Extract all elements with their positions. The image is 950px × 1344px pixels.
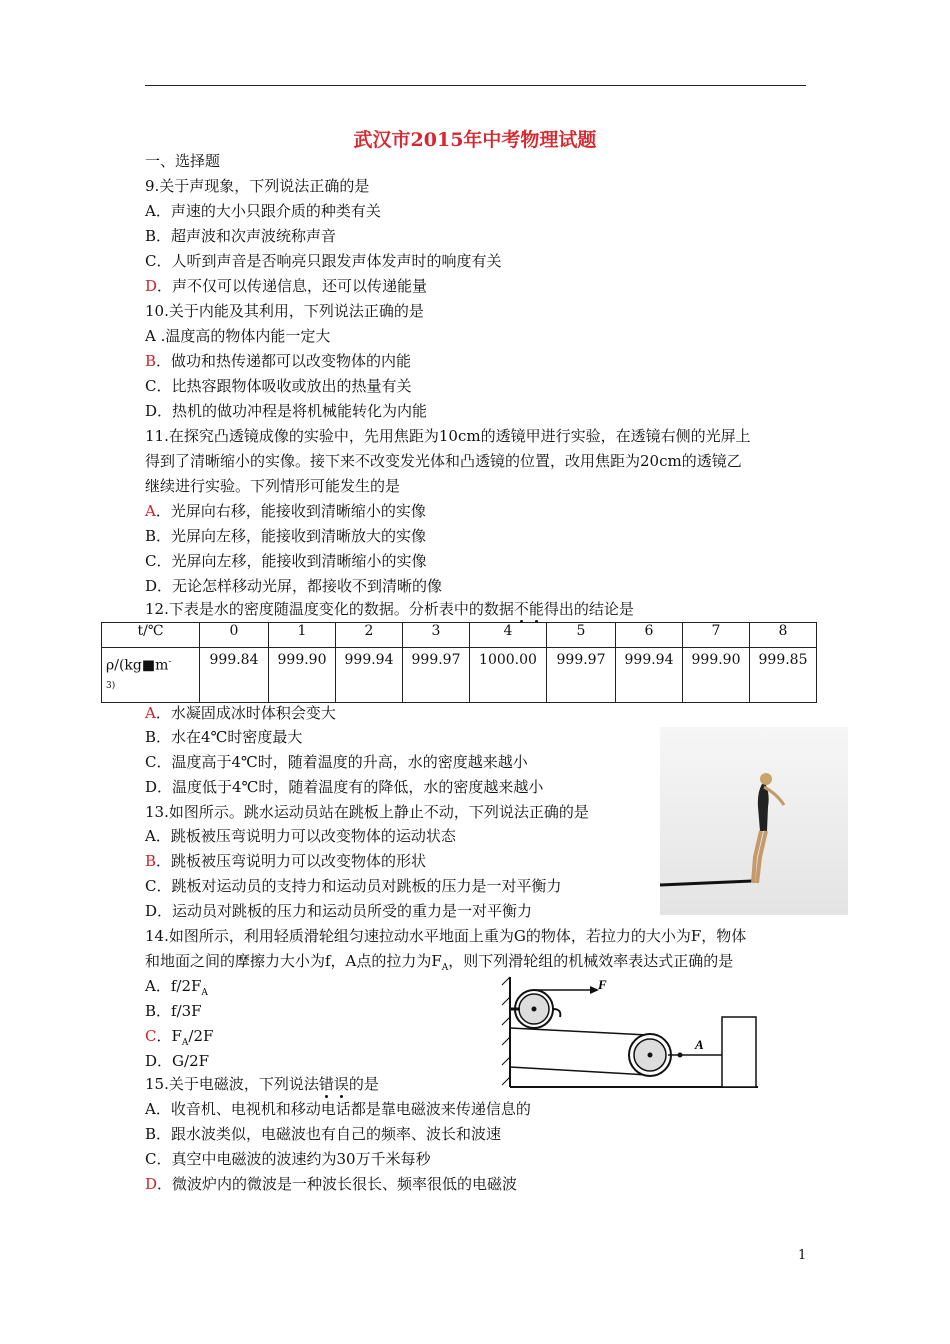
table-cell: 999.97 (403, 648, 470, 703)
q11-stem-line3: 继续进行实验。下列情形可能发生的是 (145, 477, 401, 495)
q9-option-c: C．人听到声音是否响亮只跟发声体发声时的响度有关 (145, 252, 502, 270)
q15-option-c: C．真空中电磁波的波速约为30万千米每秒 (145, 1150, 431, 1168)
q15-option-a: A．收音机、电视机和移动电话都是靠电磁波来传递信息的 (145, 1100, 531, 1118)
answer-letter: B (145, 852, 157, 870)
page-title: 武汉市2015年中考物理试题 (353, 129, 597, 151)
table-header-cell: ρ/(kg■m- $^{3)}$ (102, 648, 200, 703)
table-cell: 999.94 (336, 648, 403, 703)
table-cell: 999.94 (616, 648, 683, 703)
header-rule (145, 85, 806, 86)
answer-letter: D (145, 1175, 158, 1193)
table-row (102, 623, 817, 648)
q15-option-b: B．跟水波类似，电磁波也有自己的频率、波长和波速 (145, 1125, 502, 1143)
q10-option-c: C．比热容跟物体吸收或放出的热量有关 (145, 377, 412, 395)
answer-letter: A (145, 502, 156, 520)
table-cell: 5 (547, 623, 616, 648)
table-cell: 7 (683, 623, 750, 648)
answer-letter: D (145, 277, 158, 295)
q13-option-a: A．跳板被压弯说明力可以改变物体的运动状态 (145, 827, 456, 845)
q13-option-b: B．跳板被压弯说明力可以改变物体的形状 (145, 852, 427, 870)
q10-option-a: A .温度高的物体内能一定大 (145, 327, 331, 345)
q13-option-c: C．跳板对运动员的支持力和运动员对跳板的压力是一对平衡力 (145, 877, 562, 895)
answer-letter: A (145, 704, 156, 722)
table-cell: 4 (470, 623, 547, 648)
table-cell: 1000.00 (470, 648, 547, 703)
q9-option-a: A．声速的大小只跟介质的种类有关 (145, 202, 381, 220)
answer-letter: B (145, 352, 157, 370)
density-table (101, 622, 817, 703)
q11-option-d: D．无论怎样移动光屏，都接收不到清晰的像 (145, 577, 443, 595)
force-label-f: F (598, 977, 607, 992)
q14-option-a: A．$f/2F_A$ (145, 977, 208, 998)
table-row (102, 648, 817, 703)
q11-option-c: C．光屏向左移，能接收到清晰缩小的实像 (145, 552, 427, 570)
q14-option-c: C．$F_A/2F$ (145, 1027, 214, 1048)
q9-option-d: D．声不仅可以传递信息，还可以传递能量 (145, 277, 428, 295)
q10-option-d: D．热机的做功冲程是将机械能转化为内能 (145, 402, 428, 420)
table-cell: 0 (200, 623, 269, 648)
table-cell: 6 (616, 623, 683, 648)
table-cell: 999.90 (683, 648, 750, 703)
page-number: 1 (798, 1248, 807, 1263)
q14-option-b: B．f/3F (145, 1002, 202, 1020)
q11-stem-line2: 得到了清晰缩小的实像。接下来不改变发光体和凸透镜的位置，改用焦距为20cm的透镜乙 (145, 452, 742, 470)
q14-stem-line2: 和地面之间的摩擦力大小为f，A点的拉力为$F_A$，则下列滑轮组的机械效率表达式正确的是 (145, 952, 734, 973)
table-cell: 999.97 (547, 648, 616, 703)
q14-stem-line1: 14.如图所示，利用轻质滑轮组匀速拉动水平地面上重为G的物体，若拉力的大小为F，物体 (145, 927, 747, 945)
table-cell: 3 (403, 623, 470, 648)
q11-stem-line1: 11.在探究凸透镜成像的实验中，先用焦距为10cm的透镜甲进行实验，在透镜右侧的光屏上 (145, 427, 751, 445)
q9-option-b: B．超声波和次声波统称声音 (145, 227, 337, 245)
diver-figure (660, 727, 848, 915)
answer-letter: C (145, 1027, 157, 1045)
table-cell: 999.85 (750, 648, 817, 703)
q12-option-c: C．温度高于4℃时，随着温度的升高，水的密度越来越小 (145, 753, 528, 771)
q15-option-d: D．微波炉内的微波是一种波长很长、频率很低的电磁波 (145, 1175, 518, 1193)
table-cell: 999.84 (200, 648, 269, 703)
q13-option-d: D．运动员对跳板的压力和运动员所受的重力是一对平衡力 (145, 902, 533, 920)
q11-option-b: B．光屏向左移，能接收到清晰放大的实像 (145, 527, 427, 545)
q11-option-a: A．光屏向右移，能接收到清晰缩小的实像 (145, 502, 426, 520)
table-cell: 2 (336, 623, 403, 648)
q12-option-b: B．水在4℃时密度最大 (145, 728, 303, 746)
table-header-cell: t/℃ (102, 623, 200, 648)
pulley-figure (500, 975, 760, 1093)
q10-option-b: B．做功和热传递都可以改变物体的内能 (145, 352, 412, 370)
q15-stem: 15.关于电磁波，下列说法错误的是 (145, 1075, 379, 1093)
q9-stem: 9.关于声现象，下列说法正确的是 (145, 177, 370, 195)
q14-option-d: D．G/2F (145, 1052, 210, 1070)
point-label-a: A (695, 1037, 704, 1052)
table-cell: 999.90 (269, 648, 336, 703)
q13-stem: 13.如图所示。跳水运动员站在跳板上静止不动，下列说法正确的是 (145, 803, 589, 821)
section-heading: 一、选择题 (145, 152, 221, 170)
q12-option-d: D．温度低于4℃时，随着温度有的降低，水的密度越来越小 (145, 778, 544, 796)
q10-stem: 10.关于内能及其利用，下列说法正确的是 (145, 302, 424, 320)
table-cell: 8 (750, 623, 817, 648)
table-cell: 1 (269, 623, 336, 648)
q12-option-a: A．水凝固成冰时体积会变大 (145, 704, 336, 722)
q12-stem: 12.下表是水的密度随温度变化的数据。分析表中的数据不能得出的结论是 (145, 600, 634, 618)
